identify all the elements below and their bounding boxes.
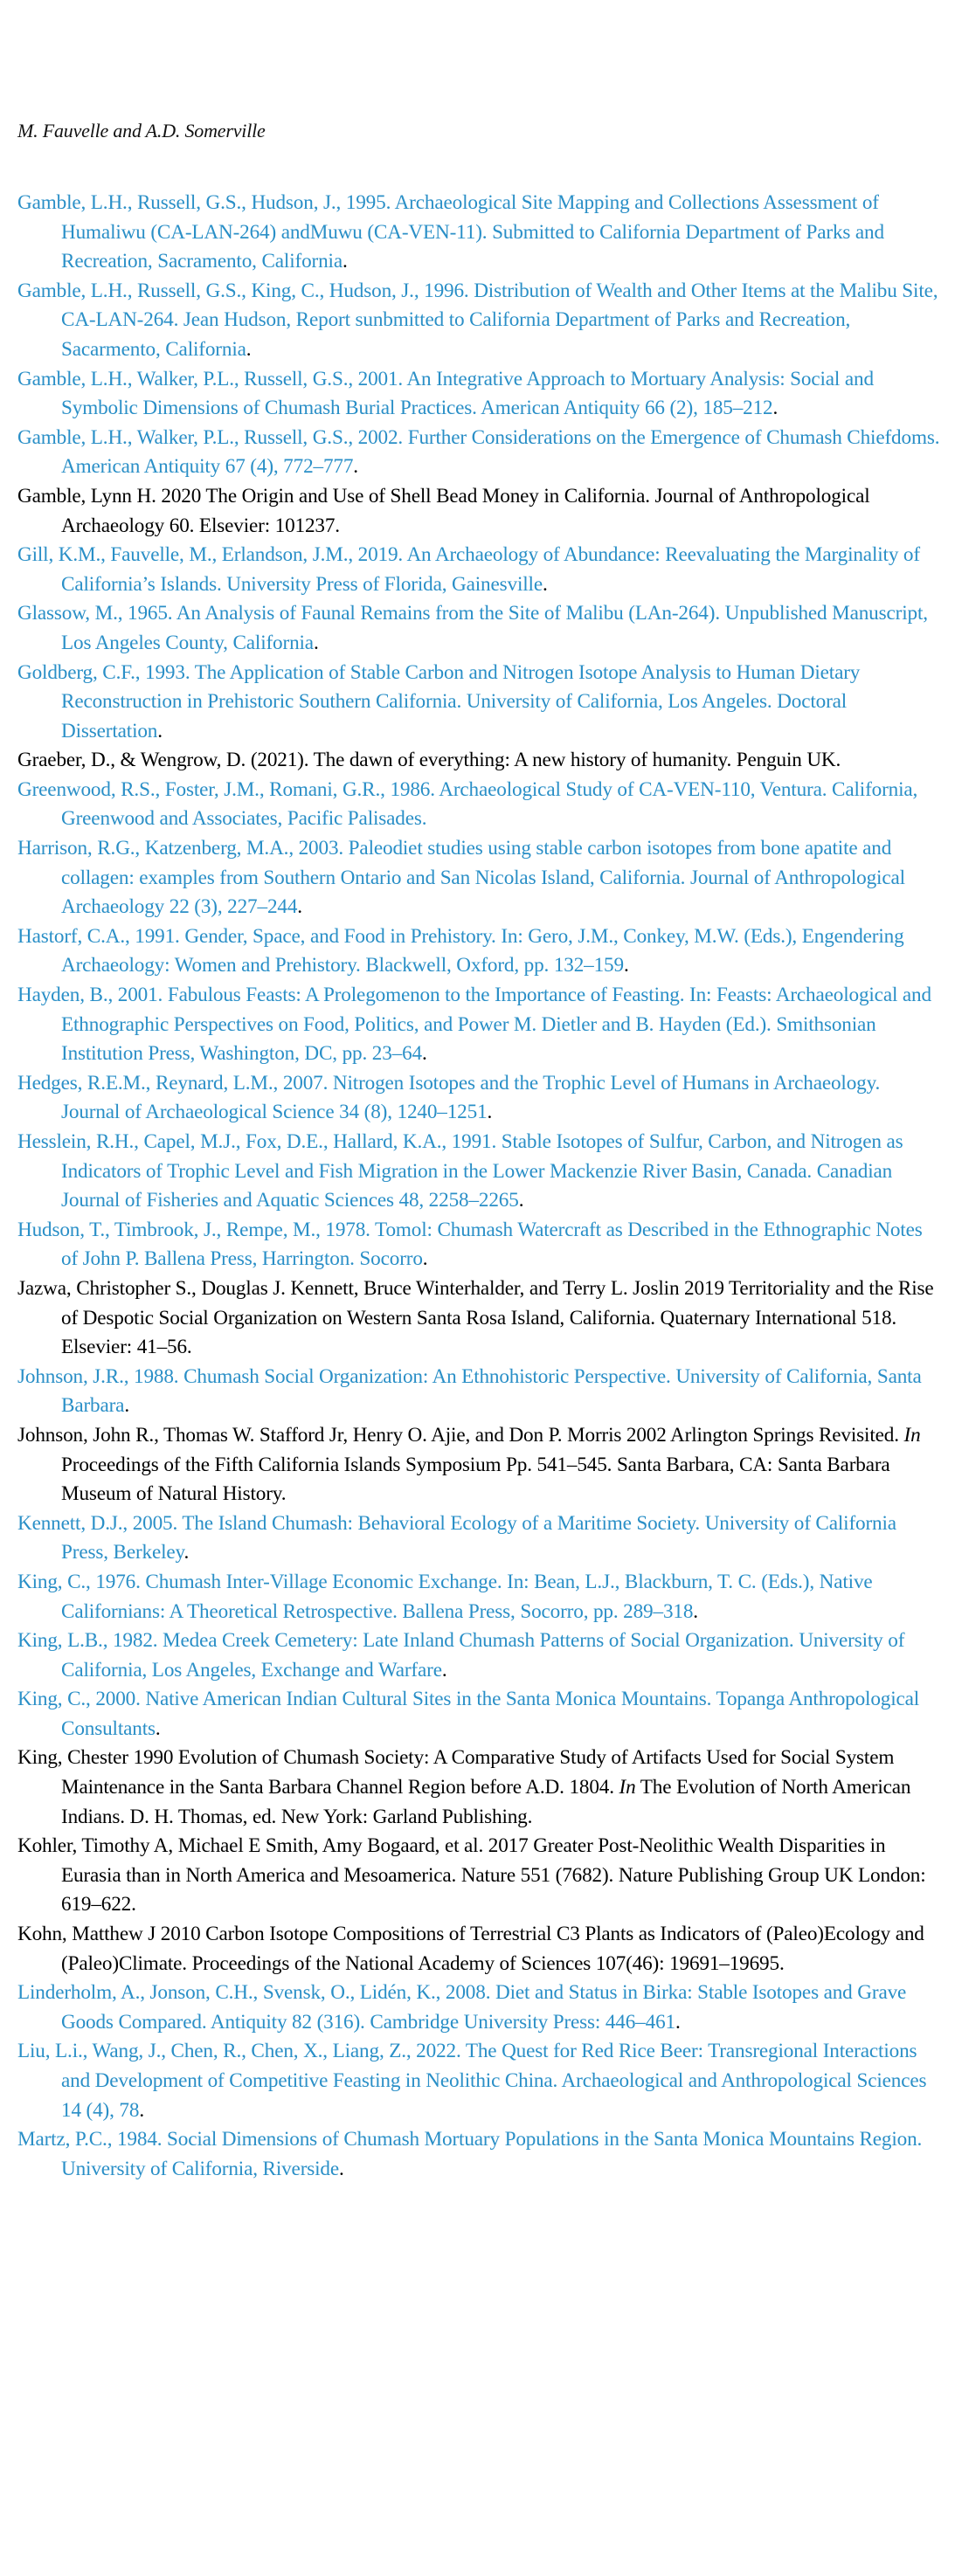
reference-entry[interactable] (17, 1626, 942, 1685)
reference-terminal-period: . (183, 1541, 190, 1564)
reference-entry[interactable] (17, 922, 942, 981)
reference-entry[interactable] (17, 1363, 942, 1421)
reference-entry[interactable] (17, 277, 942, 365)
reference-entry[interactable] (17, 776, 942, 834)
reference-text: Kohler, Timothy A, Michael E Smith, Amy Bogaard, et al. 2017 Greater Post-Neolithic Wealth Disparities in Eurasia than in North America and Mesoamerica. Nature 551 (7682). Nature Publishing Group UK London: 619–622. (17, 1834, 926, 1916)
reference-entry (17, 1920, 942, 1979)
reference-text: Gamble, Lynn H. 2020 The Origin and Use of Shell Bead Money in California. Journal of Anthropological Archaeology 60. Elsevier: 101237. (17, 484, 870, 537)
reference-entry (17, 746, 942, 776)
reference-terminal-period: . (518, 1189, 524, 1212)
reference-entry (17, 482, 942, 541)
reference-text: Proceedings of the Fifth California Islands Symposium Pp. 541–545. Santa Barbara, CA: Santa Barbara Museum of Natural History. (61, 1453, 890, 1506)
reference-terminal-period: . (487, 1101, 493, 1124)
reference-link-text[interactable]: Goldberg, C.F., 1993. The Application of Stable Carbon and Nitrogen Isotope Analysis to Human Dietary Reconstruction in Prehistoric Southern California. University of California, Los Angeles. Doctoral Dissertation (17, 660, 861, 742)
reference-entry[interactable] (17, 1685, 942, 1744)
reference-link-text[interactable]: Hastorf, C.A., 1991. Gender, Space, and Food in Prehistory. In: Gero, J.M., Conkey, M.W. (Eds.), Engendering Archaeology: Women and Prehistory. Blackwell, Oxford, pp. 132–159 (17, 924, 904, 977)
reference-terminal-period: . (139, 2098, 144, 2122)
running-head-authors: M. Fauvelle and A.D. Somerville (17, 120, 266, 142)
reference-terminal-period: . (693, 1599, 698, 1623)
reference-link-text[interactable]: Liu, L.i., Wang, J., Chen, R., Chen, X., Liang, Z., 2022. The Quest for Red Rice Beer: Transregional Interactions and Development of Competitive Feasting in Neolithic China. Archaeological and Anthropological Sciences 14 (4), 78 (17, 2040, 927, 2122)
reference-entry[interactable] (17, 365, 942, 424)
reference-entry[interactable] (17, 659, 942, 747)
reference-entry[interactable] (17, 1069, 942, 1128)
reference-link-text[interactable]: King, C., 1976. Chumash Inter-Village Economic Exchange. In: Bean, L.J., Blackburn, T. C. (Eds.), Native Californians: A Theoretical Retrospective. Ballena Press, Socorro, pp. 289–318 (17, 1570, 873, 1623)
reference-terminal-period: . (422, 1042, 427, 1066)
reference-terminal-period: . (675, 2010, 681, 2034)
reference-text: Johnson, John R., Thomas W. Stafford Jr, Henry O. Ajie, and Don P. Morris 2002 Arlington Springs Revisited. (17, 1423, 904, 1447)
reference-terminal-period: . (342, 250, 348, 273)
reference-entry[interactable] (17, 834, 942, 922)
reference-terminal-period: . (124, 1394, 129, 1418)
reference-entry[interactable] (17, 1568, 942, 1626)
reference-text: King, Chester 1990 Evolution of Chumash Society: A Comparative Study of Artifacts Used for Social System Maintenance in the Santa Barbara Channel Region before A.D. 1804. (17, 1746, 895, 1799)
reference-terminal-period: . (353, 455, 358, 479)
reference-link-text[interactable]: Hesslein, R.H., Capel, M.J., Fox, D.E., Hallard, K.A., 1991. Stable Isotopes of Sulfur, Carbon, and Nitrogen as Indicators of Trophic Level and Fish Migration in the Lower Mackenzie River Basin, Canada. Canadian Journal of Fisheries and Aquatic Sciences 48, 2258–2265 (17, 1130, 903, 1212)
reference-link-text[interactable]: Martz, P.C., 1984. Social Dimensions of Chumash Mortuary Populations in the Santa Monica Mountains Region. University of California, Riverside (17, 2128, 923, 2180)
reference-terminal-period: . (542, 572, 548, 596)
reference-text: In (619, 1776, 636, 1799)
reference-terminal-period: . (339, 2157, 344, 2180)
reference-entry (17, 1421, 942, 1509)
reference-link-text[interactable]: Gamble, L.H., Walker, P.L., Russell, G.S., 2001. An Integrative Approach to Mortuary Analysis: Social and Symbolic Dimensions of Chumash Burial Practices. American Antiquity 66 (2), 185–212 (17, 367, 874, 420)
reference-list (17, 189, 942, 2184)
reference-entry (17, 1832, 942, 1920)
reference-entry[interactable] (17, 2037, 942, 2125)
reference-link-text[interactable]: Linderholm, A., Jonson, C.H., Svensk, O., Lidén, K., 2008. Diet and Status in Birka: Stable Isotopes and Grave Goods Compared. Antiquity 82 (316). Cambridge University Press: 446–461 (17, 1981, 907, 2034)
reference-terminal-period: . (441, 1658, 447, 1682)
reference-link-text[interactable]: Greenwood, R.S., Foster, J.M., Romani, G.R., 1986. Archaeological Study of CA-VEN-110, Ventura. California, Greenwood and Associates, Pacific Palisades. (17, 777, 918, 831)
reference-terminal-period: . (155, 1716, 161, 1740)
reference-link-text[interactable]: Gill, K.M., Fauvelle, M., Erlandson, J.M., 2019. An Archaeology of Abundance: Reevaluating the Marginality of California’s Islands. University Press of Florida, Gainesville (17, 543, 920, 596)
reference-entry[interactable] (17, 2125, 942, 2184)
reference-link-text[interactable]: Hayden, B., 2001. Fabulous Feasts: A Prolegomenon to the Importance of Feasting. In: Feasts: Archaeological and Ethnographic Perspectives on Food, Politics, and Power M. Dietler and B. Hayden (Ed.). Smithsonian Institution Press, Washington, DC, pp. 23–64 (17, 984, 931, 1066)
reference-entry (17, 1744, 942, 1832)
reference-entry[interactable] (17, 1128, 942, 1216)
reference-entry[interactable] (17, 424, 942, 482)
reference-text: Jazwa, Christopher S., Douglas J. Kennett, Bruce Winterhalder, and Terry L. Joslin 2019 Territoriality and the Rise of Despotic Social Organization on Western Santa Rosa Island, California. Quaternary International 518. Elsevier: 41–56. (17, 1276, 934, 1359)
reference-terminal-period: . (422, 1247, 428, 1271)
reference-link-text[interactable]: Johnson, J.R., 1988. Chumash Social Organization: An Ethnohistoric Perspective. University of California, Santa Barbara (17, 1364, 922, 1418)
reference-entry[interactable] (17, 1509, 942, 1568)
reference-link-text[interactable]: Gamble, L.H., Russell, G.S., King, C., Hudson, J., 1996. Distribution of Wealth and Other Items at the Malibu Site, CA-LAN-264. Jean Hudson, Report sunbmitted to California Department of Parks and Recreation, Sacarmento, California (17, 279, 938, 361)
reference-entry[interactable] (17, 541, 942, 599)
reference-entry[interactable] (17, 981, 942, 1069)
reference-link-text[interactable]: Gamble, L.H., Walker, P.L., Russell, G.S., 2002. Further Considerations on the Emergence of Chumash Chiefdoms. American Antiquity 67 (4), 772–777 (17, 425, 940, 479)
reference-link-text[interactable]: Hudson, T., Timbrook, J., Rempe, M., 1978. Tomol: Chumash Watercraft as Described in the Ethnographic Notes of John P. Ballena Press, Harrington. Socorro (17, 1218, 923, 1271)
reference-link-text[interactable]: King, L.B., 1982. Medea Creek Cemetery: Late Inland Chumash Patterns of Social Organization. University of California, Los Angeles, Exchange and Warfare (17, 1629, 905, 1682)
reference-entry[interactable] (17, 189, 942, 277)
reference-text: In (903, 1423, 921, 1447)
reference-terminal-period: . (313, 631, 319, 654)
reference-link-text[interactable]: Kennett, D.J., 2005. The Island Chumash: Behavioral Ecology of a Maritime Society. University of California Press, Berkeley (17, 1511, 896, 1564)
reference-entry (17, 1274, 942, 1363)
reference-terminal-period: . (246, 337, 252, 361)
reference-text: Kohn, Matthew J 2010 Carbon Isotope Compositions of Terrestrial C3 Plants as Indicators of (Paleo)Ecology and (Paleo)Climate. Proceedings of the National Academy of Sciences 107(46): 19691–19695. (17, 1923, 924, 1975)
reference-link-text[interactable]: Glassow, M., 1965. An Analysis of Faunal Remains from the Site of Malibu (LAn-264). Unpublished Manuscript, Los Angeles County, California (17, 602, 928, 654)
reference-terminal-period: . (623, 954, 629, 977)
reference-entry[interactable] (17, 599, 942, 658)
reference-entry[interactable] (17, 1216, 942, 1274)
reference-link-text[interactable]: King, C., 2000. Native American Indian Cultural Sites in the Santa Monica Mountains. Topanga Anthropological Consultants (17, 1688, 920, 1740)
reference-entry[interactable] (17, 1979, 942, 2037)
reference-link-text[interactable]: Harrison, R.G., Katzenberg, M.A., 2003. Paleodiet studies using stable carbon isotopes from bone apatite and collagen: examples from Southern Ontario and San Nicolas Island, California. Journal of Anthropological Archaeology 22 (3), 227–244 (17, 837, 905, 919)
reference-link-text[interactable]: Hedges, R.E.M., Reynard, L.M., 2007. Nitrogen Isotopes and the Trophic Level of Humans in Archaeology. Journal of Archaeological Science 34 (8), 1240–1251 (17, 1071, 881, 1124)
reference-link-text[interactable]: Gamble, L.H., Russell, G.S., Hudson, J., 1995. Archaeological Site Mapping and Collections Assessment of Humaliwu (CA-LAN-264) andMuwu (CA-VEN-11). Submitted to California Department of Parks and Recreation, Sacramento, California (17, 191, 884, 273)
reference-text: The Evolution of North American Indians. D. H. Thomas, ed. New York: Garland Publishing. (61, 1776, 911, 1828)
reference-terminal-period: . (772, 397, 779, 420)
reference-terminal-period: . (297, 895, 302, 919)
reference-terminal-period: . (157, 719, 163, 742)
reference-text: Graeber, D., & Wengrow, D. (2021). The dawn of everything: A new history of humanity. Penguin UK. (17, 749, 841, 772)
